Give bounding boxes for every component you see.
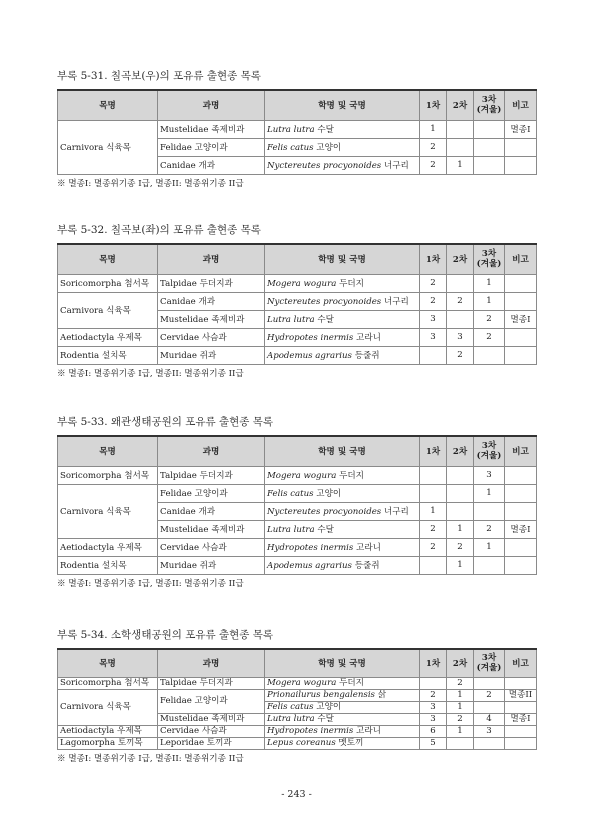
header-order: 목명 [58, 649, 158, 677]
cell-first [420, 346, 447, 364]
table-row [58, 725, 537, 737]
cell-second [447, 310, 474, 328]
header-order: 목명 [58, 90, 158, 120]
header-third: 3차 (겨울) [474, 244, 505, 274]
header-third: 3차 (겨울) [474, 436, 505, 466]
cell-family: Cervidae 사슴과 [158, 328, 265, 346]
table-row [58, 737, 537, 749]
cell-species: Lepus coreanus 멧토끼 [265, 737, 420, 749]
cell-first: 1 [420, 120, 447, 138]
cell-third: 1 [474, 484, 505, 502]
cell-second: 2 [447, 677, 474, 689]
header-species: 학명 및 국명 [265, 244, 420, 274]
cell-family: Mustelidae 족제비과 [158, 120, 265, 138]
table-section-5-31 [57, 68, 536, 189]
header-remark: 비고 [505, 436, 537, 466]
cell-family: Leporidae 토끼과 [158, 737, 265, 749]
cell-first: 2 [420, 538, 447, 556]
cell-family: Muridae 쥐과 [158, 556, 265, 574]
table-title: 부록 5-32. 칠곡보(좌)의 포유류 출현종 목록 [57, 224, 261, 236]
cell-third: 2 [474, 689, 505, 701]
cell-order: Soricomorpha 첨서목 [58, 677, 158, 689]
cell-third [474, 556, 505, 574]
cell-species: Hydropotes inermis 고라니 [265, 328, 420, 346]
table-title: 부록 5-31. 칠곡보(우)의 포유류 출현종 목록 [57, 70, 261, 82]
cell-second: 1 [447, 689, 474, 701]
cell-family: Muridae 쥐과 [158, 346, 265, 364]
mammal-table [57, 243, 537, 365]
cell-family: Talpidae 두더지과 [158, 466, 265, 484]
cell-first [420, 677, 447, 689]
cell-third: 1 [474, 292, 505, 310]
cell-family: Canidae 개과 [158, 502, 265, 520]
mammal-table [57, 435, 537, 575]
cell-family: Canidae 개과 [158, 156, 265, 174]
cell-third [474, 677, 505, 689]
cell-species: Mogera wogura 두더지 [265, 677, 420, 689]
cell-second: 1 [447, 520, 474, 538]
cell-remark [505, 292, 537, 310]
cell-second: 2 [447, 292, 474, 310]
header-family: 과명 [158, 90, 265, 120]
table-section-5-34 [57, 627, 536, 764]
cell-family: Mustelidae 족제비과 [158, 310, 265, 328]
cell-remark [505, 556, 537, 574]
cell-species: Lutra lutra 수달 [265, 120, 420, 138]
table-note: ※ 멸종I: 멸종위기종 I급, 멸종II: 멸종위기종 II급 [57, 753, 244, 764]
table-note: ※ 멸종I: 멸종위기종 I급, 멸종II: 멸종위기종 II급 [57, 578, 244, 589]
cell-remark [505, 677, 537, 689]
cell-second [447, 737, 474, 749]
cell-order: Lagomorpha 토끼목 [58, 737, 158, 749]
header-family: 과명 [158, 244, 265, 274]
cell-third: 1 [474, 538, 505, 556]
cell-species: Nyctereutes procyonoides 너구리 [265, 502, 420, 520]
cell-remark [505, 156, 537, 174]
cell-family: Mustelidae 족제비과 [158, 520, 265, 538]
cell-remark [505, 725, 537, 737]
cell-third [474, 346, 505, 364]
header-species: 학명 및 국명 [265, 436, 420, 466]
header-order: 목명 [58, 436, 158, 466]
table-row [58, 466, 537, 484]
header-remark: 비고 [505, 649, 537, 677]
cell-order: Soricomorpha 첨서목 [58, 466, 158, 484]
cell-species: Lutra lutra 수달 [265, 520, 420, 538]
cell-first: 5 [420, 737, 447, 749]
cell-remark [505, 138, 537, 156]
cell-first: 3 [420, 713, 447, 725]
cell-species: Apodemus agrarius 등줄쥐 [265, 346, 420, 364]
cell-remark [505, 701, 537, 713]
cell-species: Lutra lutra 수달 [265, 713, 420, 725]
cell-second: 2 [447, 346, 474, 364]
cell-order: Rodentia 설치목 [58, 346, 158, 364]
table-section-5-32 [57, 222, 536, 379]
table-row [58, 346, 537, 364]
cell-third [474, 120, 505, 138]
cell-second [447, 138, 474, 156]
header-remark: 비고 [505, 244, 537, 274]
cell-first: 2 [420, 138, 447, 156]
cell-species: Mogera wogura 두더지 [265, 274, 420, 292]
cell-remark: 멸종II [505, 689, 537, 701]
cell-species: Hydropotes inermis 고라니 [265, 725, 420, 737]
cell-family: Cervidae 사슴과 [158, 725, 265, 737]
cell-remark: 멸종I [505, 520, 537, 538]
header-family: 과명 [158, 649, 265, 677]
cell-family: Talpidae 두더지과 [158, 677, 265, 689]
table-row [58, 689, 537, 701]
cell-first: 3 [420, 310, 447, 328]
header-third: 3차 (겨울) [474, 90, 505, 120]
header-second: 2차 [447, 244, 474, 274]
table-row [58, 556, 537, 574]
cell-second: 2 [447, 538, 474, 556]
cell-third: 3 [474, 725, 505, 737]
cell-third [474, 502, 505, 520]
table-row [58, 120, 537, 138]
cell-species: Apodemus agrarius 등줄쥐 [265, 556, 420, 574]
mammal-table [57, 648, 537, 750]
cell-species: Hydropotes inermis 고라니 [265, 538, 420, 556]
cell-remark [505, 737, 537, 749]
cell-remark: 멸종I [505, 713, 537, 725]
table-row [58, 677, 537, 689]
table-row [58, 274, 537, 292]
cell-species: Nyctereutes procyonoides 너구리 [265, 156, 420, 174]
cell-remark [505, 274, 537, 292]
header-first: 1차 [420, 90, 447, 120]
cell-order: Aetiodactyla 우제목 [58, 725, 158, 737]
header-species: 학명 및 국명 [265, 90, 420, 120]
cell-family: Cervidae 사슴과 [158, 538, 265, 556]
cell-first [420, 466, 447, 484]
table-title: 부록 5-33. 왜관생태공원의 포유류 출현종 목록 [57, 416, 274, 428]
header-species: 학명 및 국명 [265, 649, 420, 677]
cell-first: 1 [420, 502, 447, 520]
cell-remark: 멸종I [505, 310, 537, 328]
cell-first [420, 556, 447, 574]
cell-remark [505, 538, 537, 556]
cell-remark [505, 328, 537, 346]
cell-second: 2 [447, 713, 474, 725]
header-family: 과명 [158, 436, 265, 466]
cell-order: Aetiodactyla 우제목 [58, 328, 158, 346]
cell-remark [505, 466, 537, 484]
header-first: 1차 [420, 436, 447, 466]
header-first: 1차 [420, 244, 447, 274]
cell-first: 2 [420, 274, 447, 292]
cell-first: 6 [420, 725, 447, 737]
cell-second: 1 [447, 701, 474, 713]
cell-second: 3 [447, 328, 474, 346]
cell-species: Prionailurus bengalensis 삵 [265, 689, 420, 701]
table-row [58, 292, 537, 310]
cell-second [447, 502, 474, 520]
cell-family: Felidae 고양이과 [158, 138, 265, 156]
cell-order: Carnivora 식육목 [58, 292, 158, 328]
cell-order: Aetiodactyla 우제목 [58, 538, 158, 556]
cell-first: 2 [420, 689, 447, 701]
cell-second [447, 274, 474, 292]
cell-order: Carnivora 식육목 [58, 120, 158, 174]
cell-second [447, 120, 474, 138]
cell-first: 3 [420, 701, 447, 713]
cell-third: 2 [474, 310, 505, 328]
header-second: 2차 [447, 649, 474, 677]
cell-family: Canidae 개과 [158, 292, 265, 310]
cell-second [447, 484, 474, 502]
header-order: 목명 [58, 244, 158, 274]
header-second: 2차 [447, 436, 474, 466]
cell-second: 1 [447, 725, 474, 737]
cell-third [474, 156, 505, 174]
cell-family: Talpidae 두더지과 [158, 274, 265, 292]
cell-species: Nyctereutes procyonoides 너구리 [265, 292, 420, 310]
table-note: ※ 멸종I: 멸종위기종 I급, 멸종II: 멸종위기종 II급 [57, 178, 244, 189]
header-first: 1차 [420, 649, 447, 677]
mammal-table [57, 89, 537, 175]
cell-remark [505, 502, 537, 520]
cell-first: 2 [420, 156, 447, 174]
cell-first: 2 [420, 292, 447, 310]
table-row [58, 484, 537, 502]
cell-third: 4 [474, 713, 505, 725]
cell-first: 2 [420, 520, 447, 538]
cell-second: 1 [447, 156, 474, 174]
cell-first: 3 [420, 328, 447, 346]
cell-order: Carnivora 식육목 [58, 689, 158, 725]
cell-second: 1 [447, 556, 474, 574]
cell-species: Felis catus 고양이 [265, 701, 420, 713]
cell-third: 2 [474, 520, 505, 538]
cell-species: Mogera wogura 두더지 [265, 466, 420, 484]
cell-family: Mustelidae 족제비과 [158, 713, 265, 725]
cell-order: Rodentia 설치목 [58, 556, 158, 574]
table-note: ※ 멸종I: 멸종위기종 I급, 멸종II: 멸종위기종 II급 [57, 368, 244, 379]
cell-remark [505, 346, 537, 364]
cell-third: 2 [474, 328, 505, 346]
cell-third [474, 737, 505, 749]
page-number: - 243 - [281, 789, 312, 800]
table-row [58, 538, 537, 556]
cell-second [447, 466, 474, 484]
cell-third [474, 701, 505, 713]
cell-first [420, 484, 447, 502]
table-section-5-33 [57, 414, 536, 589]
cell-family: Felidae 고양이과 [158, 689, 265, 713]
cell-species: Felis catus 고양이 [265, 484, 420, 502]
cell-third [474, 138, 505, 156]
table-title: 부록 5-34. 소학생태공원의 포유류 출현종 목록 [57, 629, 274, 641]
table-row [58, 328, 537, 346]
cell-order: Carnivora 식육목 [58, 484, 158, 538]
cell-third: 1 [474, 274, 505, 292]
cell-species: Felis catus 고양이 [265, 138, 420, 156]
cell-family: Felidae 고양이과 [158, 484, 265, 502]
header-remark: 비고 [505, 90, 537, 120]
header-third: 3차 (겨울) [474, 649, 505, 677]
cell-remark: 멸종I [505, 120, 537, 138]
cell-species: Lutra lutra 수달 [265, 310, 420, 328]
cell-third: 3 [474, 466, 505, 484]
cell-remark [505, 484, 537, 502]
header-second: 2차 [447, 90, 474, 120]
cell-order: Soricomorpha 첨서목 [58, 274, 158, 292]
